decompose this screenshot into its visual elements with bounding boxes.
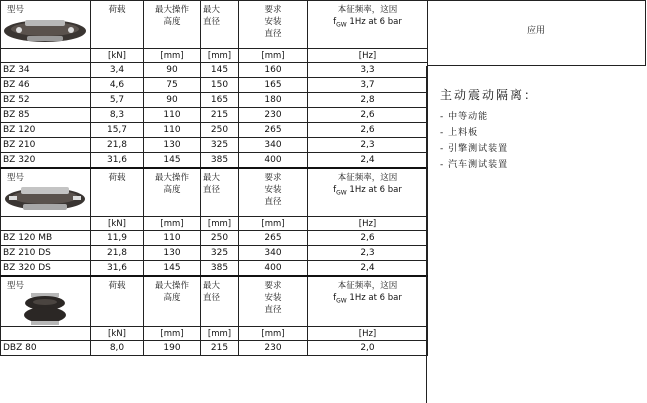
stroke-cell: 190 (144, 341, 201, 356)
install-cell: 340 (239, 138, 308, 153)
freq-header (308, 1, 428, 49)
load-cell: 21,8 (91, 138, 144, 153)
load-cell: 21,8 (91, 246, 144, 261)
diameter-unit: [mm] (201, 217, 239, 231)
freq-unit: [Hz] (308, 217, 428, 231)
freq-header-line1: 本征频率，这因 (337, 173, 398, 183)
model-header-cell (1, 276, 91, 327)
install-cell: 165 (239, 78, 308, 93)
install-header: 要求安装直径 (264, 281, 282, 315)
freq-cell: 2,3 (308, 138, 428, 153)
bellows-product-image (1, 16, 89, 46)
table-row (1, 341, 428, 356)
freq-unit: [Hz] (308, 49, 428, 63)
install-cell: 230 (239, 341, 308, 356)
diameter-unit: [mm] (201, 49, 239, 63)
model-cell: BZ 210 (1, 138, 91, 153)
load-cell: 15,7 (91, 123, 144, 138)
application-item: - 上料板 (440, 128, 479, 138)
load-cell: 31,6 (91, 153, 144, 169)
freq-header-line1: 本征频率，这因 (337, 281, 398, 291)
model-cell: BZ 85 (1, 108, 91, 123)
load-cell: 3,4 (91, 63, 144, 78)
freq-cell: 2,6 (308, 123, 428, 138)
install-cell: 340 (239, 246, 308, 261)
model-header-cell (1, 1, 91, 49)
load-cell: 31,6 (91, 261, 144, 277)
freq-header-line2 (310, 184, 425, 200)
freq-cell: 2,6 (308, 231, 428, 246)
diameter-cell: 215 (201, 108, 239, 123)
application-item: - 引擎测试装置 (440, 144, 509, 154)
diameter-cell: 150 (201, 78, 239, 93)
diameter-cell: 385 (201, 153, 239, 169)
stroke-cell: 145 (144, 261, 201, 277)
model-header-cell (1, 168, 91, 217)
column-divider (426, 66, 427, 403)
load-cell: 5,7 (91, 93, 144, 108)
section2-header (1, 168, 428, 217)
diameter-cell: 215 (201, 341, 239, 356)
stroke-header: 最大操作高度 (154, 173, 189, 195)
table-row (1, 246, 428, 261)
section1-header (1, 1, 428, 49)
stroke-cell: 110 (144, 123, 201, 138)
install-cell: 180 (239, 93, 308, 108)
load-cell: 4,6 (91, 78, 144, 93)
table-row (1, 138, 428, 153)
install-cell: 265 (239, 231, 308, 246)
install-header: 要求安装直径 (264, 5, 282, 39)
freq-cell: 2,8 (308, 93, 428, 108)
section2-units (1, 217, 428, 231)
freq-unit: [Hz] (308, 327, 428, 341)
application-list (440, 86, 538, 173)
diameter-unit: [mm] (201, 327, 239, 341)
load-cell: 8,3 (91, 108, 144, 123)
application-header-cell (427, 0, 646, 66)
stroke-cell: 90 (144, 63, 201, 78)
model-cell: BZ 52 (1, 93, 91, 108)
freq-symbol: f (333, 17, 337, 27)
install-cell: 265 (239, 123, 308, 138)
freq-header-line1: 本征频率，这因 (337, 5, 398, 15)
table-row (1, 78, 428, 93)
freq-cell: 2,4 (308, 261, 428, 277)
freq-cell: 2,4 (308, 153, 428, 169)
diameter-cell: 325 (201, 246, 239, 261)
diameter-cell: 325 (201, 138, 239, 153)
stroke-cell: 110 (144, 231, 201, 246)
table-row (1, 93, 428, 108)
freq-condition: 1Hz at 6 bar (346, 293, 402, 303)
install-unit: [mm] (239, 49, 308, 63)
section1-units (1, 49, 428, 63)
diameter-header: 最大直径 (203, 281, 221, 303)
install-cell: 230 (239, 108, 308, 123)
install-unit: [mm] (239, 217, 308, 231)
freq-cell: 2,0 (308, 341, 428, 356)
stroke-cell: 130 (144, 246, 201, 261)
freq-header-line2 (310, 16, 425, 32)
section3-units (1, 327, 428, 341)
double-bellows-image (1, 292, 89, 326)
load-header: 荷载 (108, 281, 126, 291)
install-cell: 400 (239, 261, 308, 277)
model-header: 型号 (7, 5, 25, 15)
freq-header-line2 (310, 292, 425, 308)
table-row (1, 123, 428, 138)
freq-cell: 2,6 (308, 108, 428, 123)
stroke-cell: 130 (144, 138, 201, 153)
stroke-unit: [mm] (144, 327, 201, 341)
application-header: 应用 (526, 26, 545, 36)
load-cell: 11,9 (91, 231, 144, 246)
table-row (1, 153, 428, 169)
diameter-header: 最大直径 (203, 5, 221, 27)
install-unit: [mm] (239, 327, 308, 341)
table-row (1, 261, 428, 277)
model-cell: BZ 34 (1, 63, 91, 78)
diameter-cell: 145 (201, 63, 239, 78)
model-cell: BZ 46 (1, 78, 91, 93)
freq-condition: 1Hz at 6 bar (346, 17, 402, 27)
mounting-bellows-image (1, 184, 89, 214)
freq-condition: 1Hz at 6 bar (346, 185, 402, 195)
application-item: - 中等动能 (440, 112, 489, 122)
install-header: 要求安装直径 (264, 173, 282, 207)
model-cell: DBZ 80 (1, 341, 91, 356)
diameter-cell: 250 (201, 123, 239, 138)
section3-header (1, 276, 428, 327)
freq-subscript: GW (336, 297, 347, 305)
model-header: 型号 (7, 173, 25, 183)
freq-cell: 3,7 (308, 78, 428, 93)
freq-header (308, 276, 428, 327)
stroke-unit: [mm] (144, 49, 201, 63)
load-cell: 8,0 (91, 341, 144, 356)
model-header: 型号 (7, 281, 25, 291)
table-row (1, 108, 428, 123)
freq-subscript: GW (336, 21, 347, 29)
diameter-cell: 250 (201, 231, 239, 246)
stroke-cell: 110 (144, 108, 201, 123)
stroke-cell: 90 (144, 93, 201, 108)
install-cell: 400 (239, 153, 308, 169)
stroke-cell: 145 (144, 153, 201, 169)
model-cell: BZ 120 (1, 123, 91, 138)
model-cell: BZ 320 (1, 153, 91, 169)
freq-cell: 3,3 (308, 63, 428, 78)
stroke-header: 最大操作高度 (154, 281, 189, 303)
install-cell: 160 (239, 63, 308, 78)
stroke-cell: 75 (144, 78, 201, 93)
diameter-cell: 385 (201, 261, 239, 277)
table-row (1, 63, 428, 78)
load-unit: [kN] (91, 217, 144, 231)
load-unit: [kN] (91, 49, 144, 63)
freq-symbol: f (333, 185, 337, 195)
model-cell: BZ 320 DS (1, 261, 91, 277)
load-header: 荷载 (108, 5, 126, 15)
freq-cell: 2,3 (308, 246, 428, 261)
table-row (1, 231, 428, 246)
diameter-header: 最大直径 (203, 173, 221, 195)
model-cell: BZ 210 DS (1, 246, 91, 261)
diameter-cell: 165 (201, 93, 239, 108)
freq-symbol: f (333, 293, 337, 303)
stroke-unit: [mm] (144, 217, 201, 231)
load-unit: [kN] (91, 327, 144, 341)
application-item: - 汽车测试装置 (440, 160, 509, 170)
stroke-header: 最大操作高度 (154, 5, 189, 27)
freq-header (308, 168, 428, 217)
freq-subscript: GW (336, 189, 347, 197)
load-header: 荷载 (108, 173, 126, 183)
application-heading: 主动震动隔离： (440, 88, 539, 102)
model-cell: BZ 120 MB (1, 231, 91, 246)
